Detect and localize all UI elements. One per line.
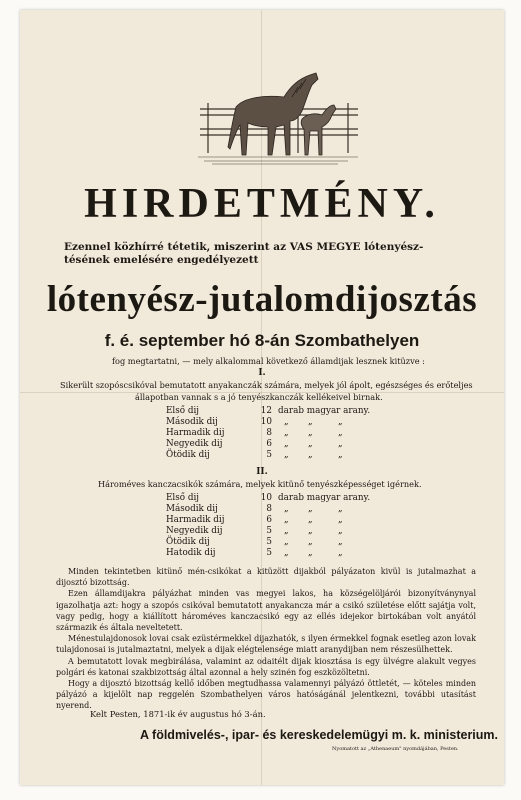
intro-line-2: tésének emelésére engedélyezett: [64, 254, 259, 266]
section-2-desc-line-1: Hároméves kanczacsikók számára, melyek kitünő tenyészképességet igérnek.: [98, 479, 422, 489]
intro-line-1: Ezennel közhírré tétetik, miszerint az VAS MEGYE lótenyész-: [64, 241, 424, 253]
printer-imprint: Nyomatott az „Athenaeum" nyomdájában, Pesten.: [332, 746, 459, 752]
date-location-heading: f. é. september hó 8-án Szombathelyen: [104, 331, 420, 350]
conditions-text: [56, 566, 476, 712]
section-2-numeral: II.: [256, 467, 268, 477]
ministry-signature: A földmivelés-, ipar- és kereskedelemügyi m. k. ministerium.: [140, 728, 499, 742]
horse-illustration: [198, 57, 360, 167]
poster-sheet: HIRDETMÉNY. Ezennel közhírré tétetik, miszerint az VAS MEGYE lótenyész- tésének emelésére engedélyezett lótenyész-jutalomdijosztás f. é. september hó 8-án Szombathelyen fog megtartatni, — mely alkalommal következő államdijak lesznek kitüzve : I. Sikerült szopóscsikóval bemutatott anyakanczák számára, melyek jól ápolt, egészséges és erőteljes állapotban vannak s a jó tenyészkanczák kellékeivel birnak. Első dij 12 darab magyar arany. Második dij 10 „ „ „ Harmadik dij 8 „ „ „ Negyedik dij 6 „ „ „ Ötödik dij 5 „ „ „ II. Hároméves kanczacsikók számára, melyek kitünő tenyészképességet igérnek. Első dij 10 darab magyar arany. Második dij 8 „ „ „ Harmadik dij 6 „ „ „ Negyedik dij 5 „ „ „ Ötödik dij 5 „ „ „ Hatodik dij 5 „ „ „ Minden tekintetben kitünő mén-csikókat a kitüzött dijakból pályázaton kivül is jutalmazhat a dijosztó bizottság. Ezen államdijakra pályázhat minden vas megyei lakos, ha községelöljárói bizonyítványnyal igazolhatja azt: hogy a szopós csikóval bemutatott anyakancza már a csikó születése előtt sajátja volt, vagy pedig, hogy a kiállított hároméves kanczacsikó egy az ellés idejekor birtokában volt anyától származik és általa neveltetett. Ménestulajdonosok lovai csak ezüstérmekkel dijazhatók, s ilyen érmekkel fognak esetleg azon lovak tulajdonosai is jutalmaztatni, melyek a dijak elégtelensége miatt aranydijban nem részesülhettek. A bemutatott lovak megbirálása, valamint az odaitélt dijak kiosztása is egy ülvégre alakult vegyes polgári és katonai szakbizottság által azonnal a hely szinén fog eszközöltetni. Hogy a dijosztó bizottság kellő időben megtudhassa valamennyi pályázó öttletét, — köteles minden pályázó a kijelölt nap reggelén Szombathelyen város hatóságánál jelentkezni, további utasítást nyerend. Kelt Pesten, 1871-ik év augustus hó 3-án. A földmivelés-, ipar- és kereskedelemügyi m. k. ministerium. Nyomatott az „Athenaeum" nyomdájában, Pesten.: [20, 10, 504, 785]
main-heading: lótenyész-jutalomdijosztás: [46, 279, 478, 320]
paragraph: A bemutatott lovak megbirálása, valamint az odaitélt dijak kiosztása is egy ülvégre alakult vegyes polgári és katonai szakbizottság által azonnal a hely szinén fog eszközöltetni.: [56, 656, 476, 677]
date-line: Kelt Pesten, 1871-ik év augustus hó 3-án.: [90, 709, 266, 719]
poster-title: HIRDETMÉNY.: [84, 181, 440, 227]
lead-text: fog megtartatni, — mely alkalommal következő államdijak lesznek kitüzve :: [112, 356, 425, 366]
paragraph: Ménestulajdonosok lovai csak ezüstérmekkel dijazhatók, s ilyen érmekkel fognak esetleg azon lovak tulajdonosai is jutalmaztatni, melyek a dijak elégtelensége miatt aranydijban nem részesülhettek.: [56, 634, 476, 655]
paragraph: Hogy a dijosztó bizottság kellő időben megtudhassa valamennyi pályázó öttletét, — köteles minden pályázó a kijelölt nap reggelén Szombathelyen város hatóságánál jelentkezni, további utasítást nyerend.: [56, 679, 476, 711]
section-1-desc-line-1: Sikerült szopóscsikóval bemutatott anyakanczák számára, melyek jól ápolt, egészséges és erőteljes: [60, 380, 473, 390]
paragraph: Ezen államdijakra pályázhat minden vas megyei lakos, ha községelöljárói bizonyítványnyal igazolhatja azt: hogy a szopós csikóval bemutatott anyakancza már a csikó születése előtt sajátja volt, vagy pedig, hogy a kiállított hároméves kanczacsikó egy az ellés idejekor birtokában volt anyától származik és általa neveltetett.: [56, 589, 476, 633]
section-1-numeral: I.: [258, 368, 266, 378]
paragraph: Minden tekintetben kitünő mén-csikókat a kitüzött dijakból pályázaton kivül is jutalmazhat a dijosztó bizottság.: [56, 567, 476, 588]
section-1-desc-line-2: állapotban vannak s a jó tenyészkanczák kellékeivel birnak.: [135, 392, 383, 402]
